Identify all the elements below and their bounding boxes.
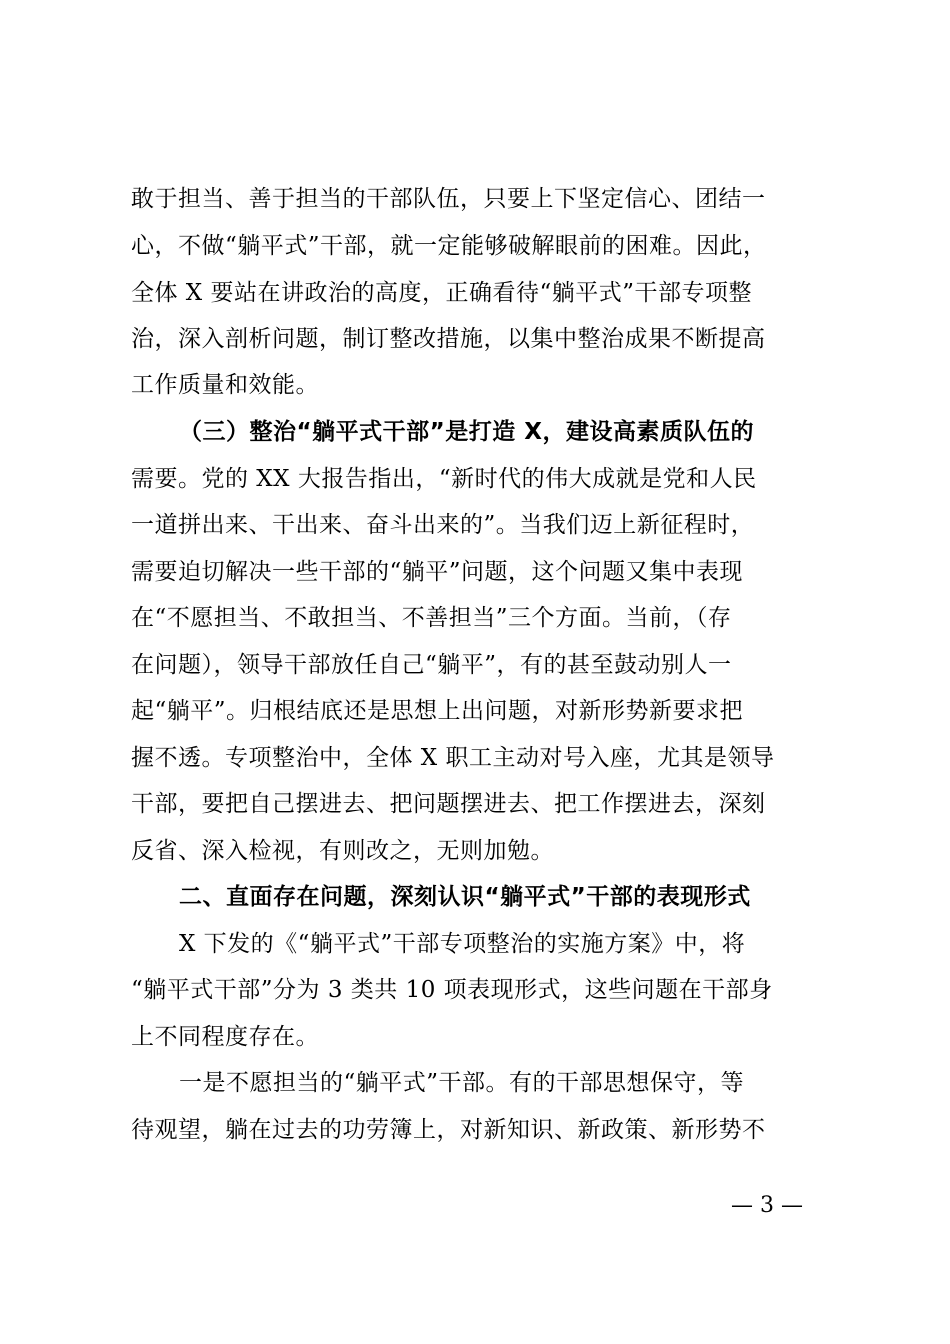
subsection-heading-line — [179, 415, 754, 449]
paragraph-line: 需要。党的 XX 大报告指出，“新时代的伟大成就是党和人民 — [131, 466, 757, 492]
paragraph-line: “躺平式干部”分为 3 类共 10 项表现形式，这些问题在干部身 — [131, 977, 773, 1003]
page-number: — 3 — — [731, 1193, 803, 1218]
paragraph-line: 需要迫切解决一些干部的“躺平”问题，这个问题又集中表现 — [131, 559, 744, 585]
section-heading: 二、直面存在问题，深刻认识“躺平式”干部的表现形式 — [179, 884, 751, 910]
paragraph-line: 反省、深入检视，有则改之，无则加勉。 — [131, 838, 554, 864]
paragraph-line: 一道拼出来、干出来、奋斗出来的”。当我们迈上新征程时， — [131, 512, 755, 538]
paragraph-line: 在“不愿担当、不敢担当、不善担当”三个方面。当前，（存 — [131, 605, 732, 631]
paragraph-line: 在问题），领导干部放任自己“躺平”，有的甚至鼓动别人一 — [131, 652, 732, 678]
paragraph-line: 全体 X 要站在讲政治的高度，正确看待“躺平式”干部专项整 — [131, 280, 753, 306]
paragraph-line: 上不同程度存在。 — [131, 1024, 319, 1050]
paragraph-line: 一是不愿担当的“躺平式”干部。有的干部思想保守，等 — [179, 1070, 745, 1096]
subsection-heading: （三）整治“躺平式干部”是打造 X，建设高素质队伍的 — [179, 419, 754, 445]
paragraph-line: 敢于担当、善于担当的干部队伍，只要上下坚定信心、团结一 — [131, 186, 766, 212]
paragraph-line: 干部，要把自己摆进去、把问题摆进去、把工作摆进去，深刻 — [131, 791, 766, 817]
paragraph-line: 治，深入剖析问题，制订整改措施，以集中整治成果不断提高 — [131, 326, 766, 352]
paragraph-line: 心，不做“躺平式”干部，就一定能够破解眼前的困难。因此， — [131, 233, 767, 259]
paragraph-line: 起“躺平”。归根结底还是思想上出问题，对新形势新要求把 — [131, 698, 744, 724]
paragraph-line: 待观望，躺在过去的功劳簿上，对新知识、新政策、新形势不 — [131, 1117, 766, 1143]
paragraph-line: X 下发的《“躺平式”干部专项整治的实施方案》中，将 — [179, 931, 746, 957]
paragraph-line: 握不透。专项整治中，全体 X 职工主动对号入座，尤其是领导 — [131, 745, 775, 771]
paragraph-line: 工作质量和效能。 — [131, 372, 319, 398]
